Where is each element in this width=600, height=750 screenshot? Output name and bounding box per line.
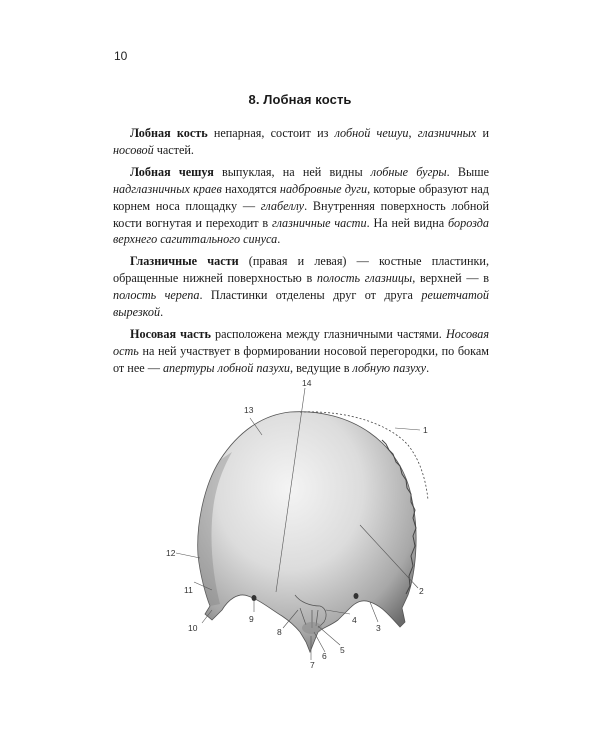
leader-line-1	[395, 428, 420, 430]
figure-label-4: 4	[352, 615, 357, 625]
leader-line-6	[314, 632, 325, 652]
term-italic: полость черепа	[113, 288, 200, 303]
paragraph: Глазничные части (правая и левая) — костные пластинки, обращенные нижней поверхностью в полость глазницы, верхней — в полость черепа. Пластинки отделены друг от друга решетчатой вырезкой.	[113, 254, 490, 320]
term-italic: глазничных	[417, 126, 477, 140]
figure-label-3: 3	[376, 623, 381, 633]
figure-label-7: 7	[310, 660, 315, 670]
term-bold: Лобная кость	[130, 126, 208, 140]
figure-label-11: 11	[184, 585, 193, 595]
figure-label-14: 14	[302, 378, 312, 388]
supraorbital-notch-right	[354, 593, 359, 599]
figure-label-10: 10	[188, 623, 198, 633]
term-italic: лобной чешуи	[334, 126, 409, 140]
term-italic: лобную пазуху	[352, 360, 427, 375]
figure-label-8: 8	[277, 627, 282, 637]
term-italic: носовой	[113, 142, 154, 157]
term-italic: Носовая ость	[113, 326, 489, 358]
term-italic: глазничные части	[271, 215, 367, 230]
leader-line-12	[176, 553, 200, 558]
frontal-bone-figure	[150, 370, 450, 680]
term-italic: апертуры лобной пазухи	[162, 360, 291, 375]
term-italic: надглазничных краев	[113, 181, 222, 196]
figure-label-5: 5	[340, 645, 345, 655]
term-italic: лобные бугры	[370, 164, 447, 179]
term-italic: надбровные дуги	[279, 181, 368, 196]
term-bold: Носовая часть	[130, 326, 211, 341]
figure-label-2: 2	[419, 586, 424, 596]
term-bold: Лобная чешуя	[130, 164, 214, 179]
figure-label-6: 6	[322, 651, 327, 661]
frontal-squama-shape	[198, 412, 416, 652]
paragraph: Лобная кость непарная, состоит из лобной чешуи, глазничных и носовой частей.	[113, 126, 489, 157]
term-italic: решетчатой вырезкой	[113, 288, 489, 320]
page-title: 8. Лобная кость	[248, 92, 352, 107]
leader-line-5	[318, 626, 340, 645]
figure-label-1: 1	[423, 425, 428, 435]
figure-label-13: 13	[244, 405, 254, 415]
figure-label-9: 9	[249, 614, 254, 624]
term-bold: Глазничные части	[130, 254, 239, 269]
term-italic: полость глазницы	[316, 271, 413, 286]
frontal-bone-illustration	[150, 370, 450, 680]
figure-label-12: 12	[166, 548, 176, 558]
page-number: 10	[114, 49, 128, 63]
nasal-texture	[302, 622, 322, 634]
paragraph: Лобная чешуя выпуклая, на ней видны лобные бугры. Выше надглазничных краев находятся надбровные дуги, которые образуют над корнем носа площадку — глабеллу. Внутренняя поверхность лобной кости вогнутая и переходит в глазничные части. На ней видна борозда верхнего сагиттального синуса.	[113, 164, 489, 247]
term-italic: глабеллу	[260, 198, 305, 213]
body-text	[113, 125, 489, 382]
term-italic: борозда верхнего сагиттального синуса	[113, 215, 489, 247]
paragraph: Носовая часть расположена между глазничными частями. Носовая ость на ней участвует в формировании носовой перегородки, по бокам от нее — апертуры лобной пазухи, ведущие в лобную пазуху.	[113, 326, 489, 375]
